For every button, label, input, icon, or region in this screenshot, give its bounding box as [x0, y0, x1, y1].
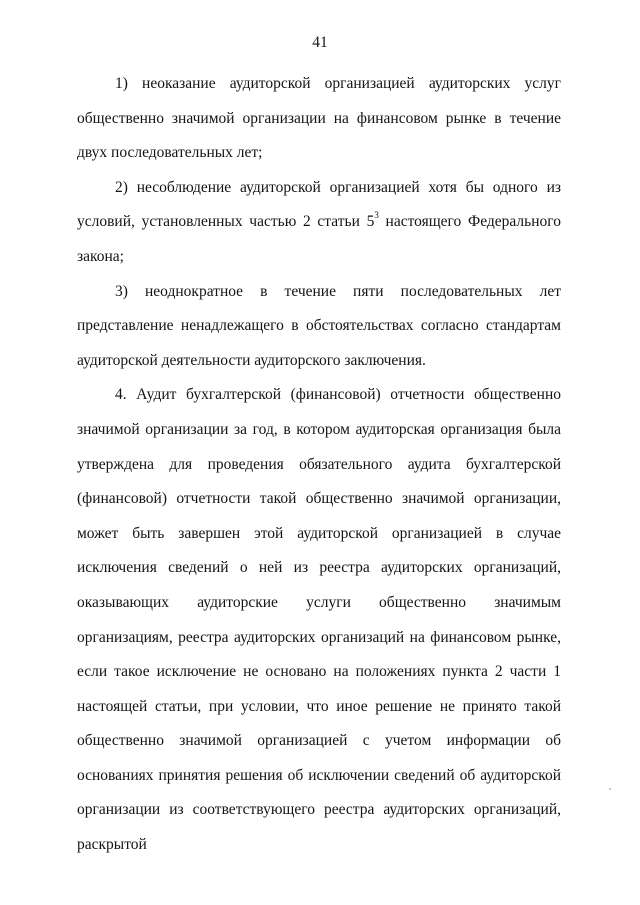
paragraph-item-2-text: 2) несоблюдение аудиторской организацией хотя бы одного из условий, установленных частью 2 статьи 5: [77, 178, 561, 231]
document-body: [77, 67, 561, 863]
superscript-article-index: 3: [374, 210, 379, 221]
paragraph-item-1: 1) неоказание аудиторской организацией аудиторских услуг общественно значимой организации на финансовом рынке в течение двух последовательных лет;: [77, 75, 561, 162]
page-number: 41: [312, 34, 328, 51]
paragraph-item-3: 3) неоднократное в течение пяти последовательных лет представление ненадлежащего в обстоятельствах согласно стандартам аудиторской деятельности аудиторского заключения.: [77, 282, 561, 369]
paragraph-section-4: 4. Аудит бухгалтерской (финансовой) отчетности общественно значимой организации за год, в котором аудиторская организация была утверждена для проведения обязательного аудита бухгалтерской (финансовой) отчетности такой общественно значимой организации, может быть завершен этой аудиторской организацией в случае исключения сведений о ней из реестра аудиторских организаций, оказывающих аудиторские услуги общественно значимым организациям, реестра аудиторских организаций на финансовом рынке, если такое исключение не основано на положениях пункта 2 части 1 настоящей статьи, при условии, что иное решение не принято такой общественно значимой организацией с учетом информации об основаниях принятия решения об исключении сведений об аудиторской организации из соответствующего реестра аудиторских организаций, раскрытой: [77, 386, 561, 854]
paragraph-item-2: [77, 171, 561, 275]
scan-speck: [609, 788, 611, 790]
paragraph-item-2-text-end: настоящего Федерального закона;: [77, 213, 561, 265]
